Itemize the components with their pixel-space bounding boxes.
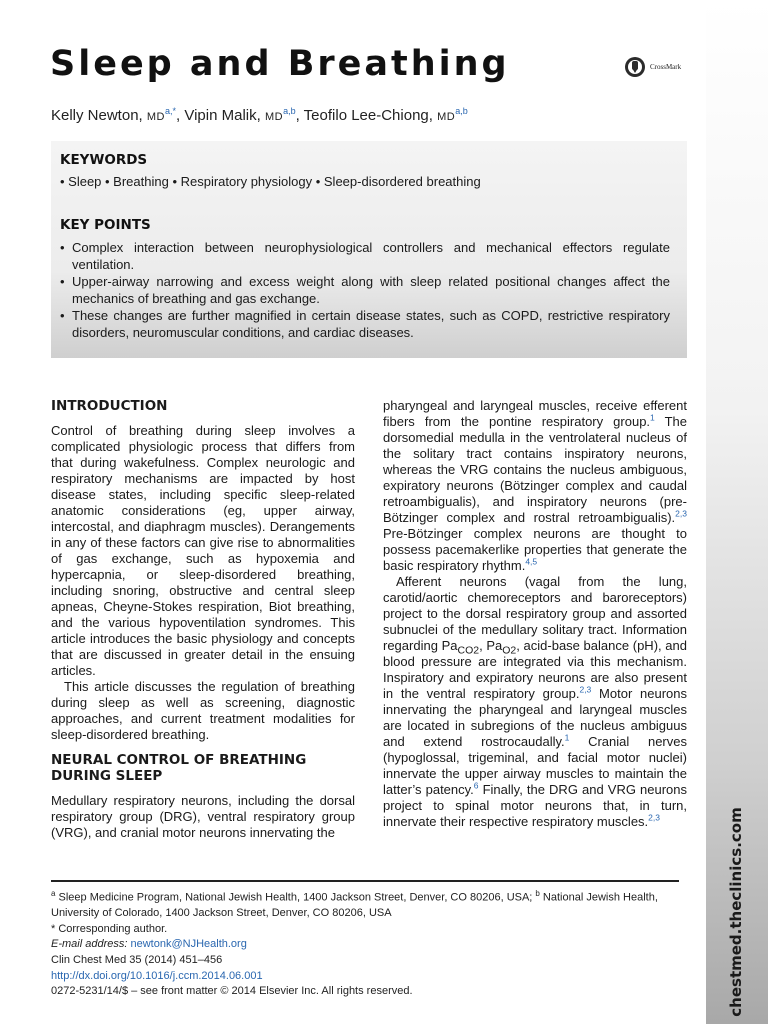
author-list: Kelly Newton, $MD^{a,*}$, Vipin Malik, MD$^{a,b}$, Teofilo Lee-Chiong, MD$^{a,b}$ (51, 106, 468, 124)
paragraph: Control of breathing during sleep involves a complicated physiologic process that differs from that during wakefulness. Complex neurologic and respiratory mechanisms are impacted by host disease states, including specific sleep-related anatomic considerations (eg, upper airway, intercostal, and diaphragm muscles). Derangements in any of these factors can give rise to abnormalities of gas exchange, such as hypoxemia and hypercapnia, or sleep-disordered breathing, including snoring, obstructive and central sleep apneas, Cheyne-Stokes respiration, Biot breathing, and the various hypoventilation syndromes. This article introduces the basic physiology and concepts that are discussed in greater detail in the ensuing articles. (51, 423, 355, 678)
copyright-notice: 0272-5231/14/$ – see front matter © 2014 Elsevier Inc. All rights reserved. (51, 985, 413, 997)
key-point-item: • These changes are further magnified in certain disease states, such as COPD, restrictive respiratory disorders, neuromuscular conditions, and cardiac diseases. (60, 308, 670, 341)
footnote-divider (51, 880, 679, 882)
article-title: Sleep and Breathing (50, 44, 510, 84)
author-degree: MD (437, 111, 456, 123)
citation-ref[interactable]: 2,3 (675, 508, 687, 519)
citation-info (51, 953, 413, 1000)
author-affiliation[interactable]: a,b (283, 106, 296, 116)
right-column (383, 398, 687, 830)
citation-ref[interactable]: 2,3 (648, 812, 660, 823)
key-point-item: • Complex interaction between neurophysiological controllers and mechanical effectors regulate ventilation. (60, 240, 670, 273)
keywords-list: • Sleep • Breathing • Respiratory physiology • Sleep-disordered breathing (60, 174, 481, 189)
author-affiliation[interactable]: a,b (455, 106, 468, 116)
subscript: O2 (502, 644, 517, 657)
keywords-box (51, 141, 687, 358)
introduction-heading: INTRODUCTION (51, 398, 168, 414)
journal-citation: Clin Chest Med 35 (2014) 451–456 (51, 954, 223, 966)
crossmark-badge[interactable] (624, 56, 681, 78)
paragraph: Medullary respiratory neurons, including the dorsal respiratory group (DRG), ventral respiratory group (VRG), and cranial motor neurons innervating the (51, 793, 355, 840)
citation-ref[interactable]: 2,3 (579, 684, 592, 695)
corresponding-author: * Corresponding author. (51, 922, 168, 935)
left-column (51, 398, 355, 841)
doi-link[interactable]: http://dx.doi.org/10.1016/j.ccm.2014.06.001 (51, 969, 263, 982)
email-link[interactable]: newtonk@NJHealth.org (130, 938, 247, 951)
key-points-list (60, 240, 670, 342)
citation-ref[interactable]: 6 (473, 780, 479, 791)
affiliation-footnote: $^a$ Sleep Medicine Program, National Jewish Health, 1400 Jackson Street, Denver, CO 80206, USA; $^b$ National Jewish Health, University of Colorado, 1400 Jackson Street, Denver, CO 80206, USA (51, 889, 658, 920)
key-points-heading: KEY POINTS (60, 217, 151, 233)
author-degree: MD (264, 111, 284, 123)
paragraph: pharyngeal and laryngeal muscles, receive efferent fibers from the pontine respiratory group.$^1$ The dorsomedial medulla in the ventrolateral nucleus of the solitary tract contains inspiratory neurons, whereas the VRG contains the nucleus ambiguous, expiratory neurons (Bötzinger complex and caudal retroambigualis), and inspiratory neurons (pre-Bötzinger complex and rostral retroambigualis).$^{2,3}$ Pre-Bötzinger complex neurons are thought to possess pacemakerlike properties that generate the basic respiratory rhythm.$^{4,5}$ (383, 398, 687, 573)
neural-control-heading: NEURAL CONTROL OF BREATHING DURING SLEEP (51, 752, 307, 784)
citation-ref[interactable]: 1 (564, 732, 570, 743)
journal-url[interactable]: chestmed.theclinics.com (727, 807, 745, 1017)
paragraph: Afferent neurons (vagal from the lung, carotid/aortic chemoreceptors and baroreceptors) project to the dorsal respiratory group and assorted subnuclei of the medullary solitary tract. Information regarding $Pa_{CO2}$, $Pa_{O2}$, acid-base balance (pH), and blood pressure are integrated via this mechanism. Inspiratory and expiratory neurons are also present in the ventral respiratory group.$^{2,3}$ Motor neurons innervating the pharyngeal and laryngeal muscles are located in subregions of the nucleus ambiguus and extend rostrocaudally.$^1$ Cranial nerves (hypoglossal, trigeminal, and facial motor nuclei) innervate the upper airway muscles to maintain the latter’s patency.$^6$ Finally, the DRG and VRG neurons project to spinal motor neurons that, in turn, innervate their respective respiratory muscles.$^{2,3}$ (383, 574, 688, 829)
author-name: Teofilo Lee-Chiong (303, 107, 429, 124)
email-line: E-mail address: newtonk@NJHealth.org (51, 938, 247, 951)
crossmark-label: CrossMark (650, 63, 682, 71)
author-degree: MD (146, 111, 165, 123)
citation-ref[interactable]: 1 (650, 412, 655, 423)
subscript: CO2 (457, 644, 480, 657)
keywords-heading: KEYWORDS (60, 152, 148, 168)
author-name: Kelly Newton (51, 107, 139, 124)
citation-ref[interactable]: 4,5 (525, 556, 538, 567)
paragraph: This article discusses the regulation of breathing during sleep as well as screening, diagnostic approaches, and current treatment modalities for sleep-disordered breathing. (51, 679, 355, 742)
key-point-item: • Upper-airway narrowing and excess weight along with sleep related positional changes affect the mechanics of breathing and gas exchange. (60, 274, 670, 307)
footnotes (51, 886, 679, 953)
author-name: Vipin Malik (184, 107, 257, 124)
author-affiliation[interactable]: a,* (165, 106, 177, 116)
crossmark-icon (624, 56, 646, 78)
